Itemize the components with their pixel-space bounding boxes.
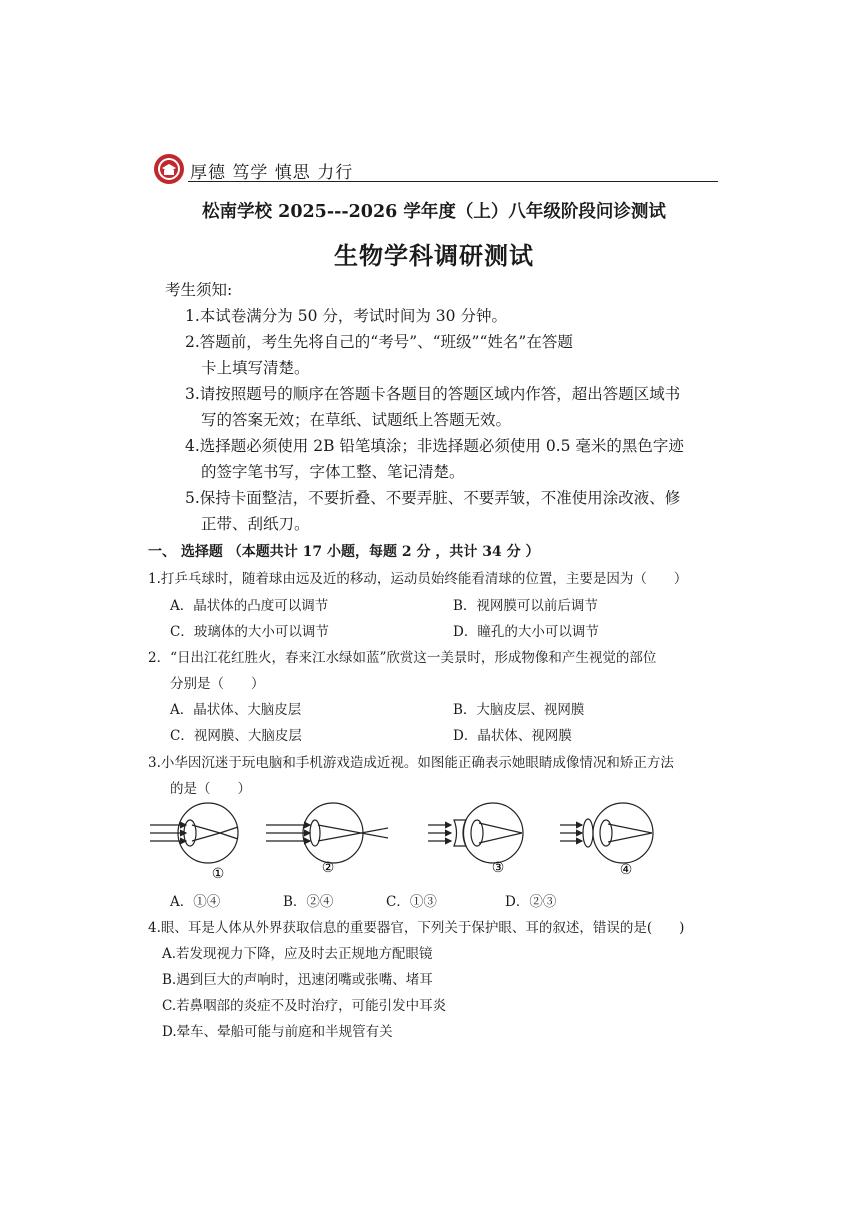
option-b: B．大脑皮层、视网膜 xyxy=(453,702,585,718)
eye-diagram-3 xyxy=(428,803,523,863)
eye-diagram-4 xyxy=(560,803,653,863)
question-stem-continued: 分别是（ ） xyxy=(170,676,265,692)
header-divider xyxy=(188,181,718,182)
figure-label: ④ xyxy=(619,862,633,878)
option-c: C．视网膜、大脑皮层 xyxy=(170,728,302,744)
figure-label: ② xyxy=(321,860,335,876)
notice-line: 4.选择题必须使用 2B 铅笔填涂；非选择题必须使用 0.5 毫米的黑色字迹 xyxy=(185,437,684,455)
notice-line: 的签字笔书写，字体工整、笔记清楚。 xyxy=(201,463,465,481)
option-b: B.遇到巨大的声响时，迅速闭嘴或张嘴、堵耳 xyxy=(162,972,433,988)
option-b: B．视网膜可以前后调节 xyxy=(453,598,598,614)
option-a: A．晶状体、大脑皮层 xyxy=(170,702,302,718)
figure-label: ① xyxy=(211,866,225,882)
option-a: A．①④ xyxy=(170,894,221,910)
notice-line: 1.本试卷满分为 50 分，考试时间为 30 分钟。 xyxy=(185,307,507,325)
school-motto: 厚德 笃学 慎思 力行 xyxy=(190,163,354,183)
option-c: C.若鼻咽部的炎症不及时治疗，可能引发中耳炎 xyxy=(162,998,447,1014)
notice-line: 5.保持卡面整洁，不要折叠、不要弄脏、不要弄皱，不准使用涂改液、修 xyxy=(185,489,681,507)
option-a: A．晶状体的凸度可以调节 xyxy=(170,598,329,614)
eye-diagram-figure xyxy=(148,800,700,882)
notice-line: 写的答案无效；在草纸、试题纸上答题无效。 xyxy=(201,411,512,429)
question-stem: 2．“日出江花红胜火，春来江水绿如蓝”欣赏这一美景时，形成物像和产生视觉的部位 xyxy=(148,650,657,666)
question-stem: 4.眼、耳是人体从外界获取信息的重要器官，下列关于保护眼、耳的叙述，错误的是( ) xyxy=(148,920,685,936)
notice-line: 3.请按照题号的顺序在答题卡各题目的答题区域内作答，超出答题区域书 xyxy=(185,385,681,403)
option-d: D．瞳孔的大小可以调节 xyxy=(453,624,599,640)
question-stem-continued: 的是（ ） xyxy=(170,781,251,797)
notice-heading: 考生须知: xyxy=(165,281,233,299)
option-c: C．①③ xyxy=(386,894,437,910)
eye-diagram-2 xyxy=(266,803,388,863)
school-logo-icon xyxy=(153,153,185,185)
school-title: 松南学校 2025---2026 学年度（上）八年级阶段问诊测试 xyxy=(202,202,666,222)
option-d: D.晕车、晕船可能与前庭和半规管有关 xyxy=(162,1024,393,1040)
subject-title: 生物学科调研测试 xyxy=(334,241,534,270)
section-heading: 一、 选择题 （本题共计 17 小题，每题 2 分 ，共计 34 分 ） xyxy=(148,544,540,560)
figure-label: ③ xyxy=(491,860,505,876)
question-stem: 3.小华因沉迷于玩电脑和手机游戏造成近视。如图能正确表示她眼睛成像情况和矫正方法 xyxy=(148,755,674,771)
option-c: C．玻璃体的大小可以调节 xyxy=(170,624,329,640)
notice-line: 正带、刮纸刀。 xyxy=(201,515,310,533)
notice-line: 卡上填写清楚。 xyxy=(201,359,310,377)
option-d: D．②③ xyxy=(505,894,557,910)
option-a: A.若发现视力下降，应及时去正规地方配眼镜 xyxy=(162,946,433,962)
notice-line: 2.答题前，考生先将自己的“考号”、“班级”“姓名”在答题 xyxy=(185,333,573,351)
option-b: B．②④ xyxy=(283,894,334,910)
question-stem: 1.打乒乓球时，随着球由远及近的移动，运动员始终能看清球的位置，主要是因为（ ） xyxy=(148,571,688,587)
option-d: D．晶状体、视网膜 xyxy=(453,728,572,744)
eye-diagram-1 xyxy=(150,803,238,863)
